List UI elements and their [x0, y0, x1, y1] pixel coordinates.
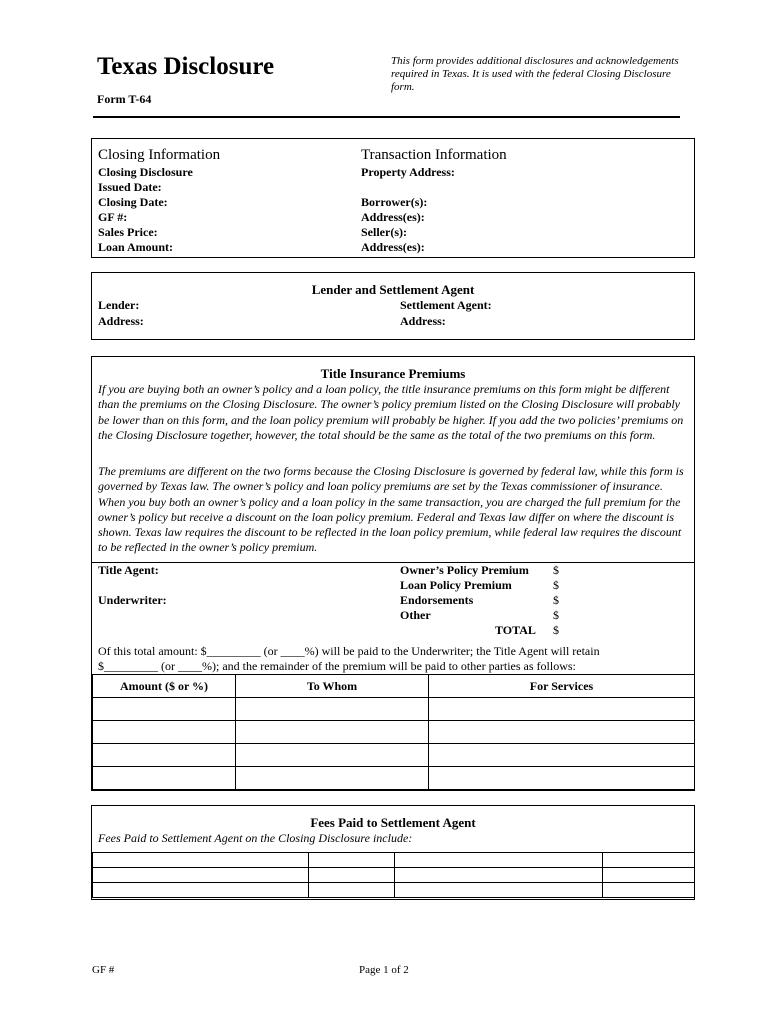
underwriter-label: Underwriter:: [98, 593, 167, 607]
table-header-row: [93, 675, 695, 698]
table-cell[interactable]: [603, 868, 695, 883]
currency-sign: $: [553, 623, 559, 637]
owner-policy-premium-label: Owner’s Policy Premium: [400, 563, 529, 577]
amount-column-header: Amount ($ or %): [93, 675, 236, 698]
currency-sign: $: [553, 578, 559, 592]
table-cell[interactable]: [93, 767, 236, 790]
currency-sign: $: [553, 593, 559, 607]
table-row: [93, 767, 695, 790]
blank-line: [361, 180, 455, 195]
closing-fields: [98, 165, 193, 255]
table-cell[interactable]: [603, 853, 695, 868]
table-cell[interactable]: [395, 868, 603, 883]
settlement-agent-address-label: Address:: [400, 314, 446, 328]
currency-sign: $: [553, 608, 559, 622]
table-row: [93, 698, 695, 721]
header-divider: [93, 116, 680, 118]
other-label: Other: [400, 608, 431, 622]
lender-label: Lender:: [98, 298, 140, 312]
closing-disclosure-label: Closing Disclosure: [98, 165, 193, 179]
page-number: Page 1 of 2: [359, 964, 409, 976]
table-cell[interactable]: [93, 853, 309, 868]
form-number: Form T-64: [97, 92, 152, 106]
closing-transaction-box: [91, 138, 695, 258]
sales-price-label: Sales Price:: [98, 225, 158, 239]
form-title: Texas Disclosure: [97, 53, 275, 80]
table-cell[interactable]: [236, 698, 429, 721]
premiums-paragraph-2: The premiums are different on the two forms because the Closing Disclosure is governed by federal law, while this form is governed by Texas law. The owner’s policy and loan policy premiums are set by the Texas commissioner of insurance. When you buy both an owner’s policy and a loan policy in the same transaction, you are charged the full premium for the owner’s policy but receive a discount on the loan policy premium. Federal and Texas law differ on where the discount is shown. Texas law requires the discount to be reflected in the loan policy premium, while federal law requires the discount to be reflected in the owner’s policy premium.: [98, 464, 684, 555]
table-cell[interactable]: [93, 868, 309, 883]
issued-date-label: Issued Date:: [98, 180, 162, 194]
fees-box: [91, 805, 695, 900]
premiums-paragraph-1: If you are buying both an owner’s policy and a loan policy, the title insurance premiums on this form might be different than the premiums on the Closing Disclosure. The owner’s policy premium listed on the Closing Disclosure will probably be lower than on this form, and the loan policy premium will probably be higher. If you add the two policies’ premiums on the Closing Disclosure together, however, the total should be the same as the total of the two premiums on this form.: [98, 382, 684, 442]
footer-gf-number: GF #: [92, 964, 115, 976]
table-cell[interactable]: [603, 883, 695, 898]
table-cell[interactable]: [429, 721, 695, 744]
borrowers-label: Borrower(s):: [361, 195, 428, 209]
table-cell[interactable]: [309, 853, 395, 868]
table-cell[interactable]: [93, 698, 236, 721]
sellers-label: Seller(s):: [361, 225, 407, 239]
closing-date-label: Closing Date:: [98, 195, 168, 209]
total-label: TOTAL: [495, 623, 536, 637]
to-whom-column-header: To Whom: [236, 675, 429, 698]
loan-policy-premium-label: Loan Policy Premium: [400, 578, 512, 592]
table-cell[interactable]: [395, 883, 603, 898]
lender-settlement-box: [91, 272, 695, 340]
premium-split-line-2: $_________ (or ____%); and the remainder of the premium will be paid to other parties as follows:: [98, 659, 576, 673]
premium-lines: [400, 563, 536, 638]
lender-address-label: Address:: [98, 314, 144, 328]
closing-info-heading: Closing Information: [98, 147, 221, 163]
settlement-agent-label: Settlement Agent:: [400, 298, 492, 312]
currency-sign: $: [553, 563, 559, 577]
table-cell[interactable]: [93, 744, 236, 767]
for-services-column-header: For Services: [429, 675, 695, 698]
property-address-label: Property Address:: [361, 165, 455, 179]
table-cell[interactable]: [93, 721, 236, 744]
premium-dollar-signs: [553, 563, 559, 638]
table-row: [93, 721, 695, 744]
table-cell[interactable]: [93, 883, 309, 898]
fees-subtitle: Fees Paid to Settlement Agent on the Closing Disclosure include:: [98, 831, 413, 845]
table-cell[interactable]: [236, 721, 429, 744]
table-cell[interactable]: [429, 744, 695, 767]
gf-number-label: GF #:: [98, 210, 128, 224]
premiums-title: Title Insurance Premiums: [320, 366, 466, 381]
table-row: [93, 744, 695, 767]
seller-address-label: Address(es):: [361, 240, 425, 254]
loan-amount-label: Loan Amount:: [98, 240, 174, 254]
table-row: [93, 883, 695, 898]
table-cell[interactable]: [236, 767, 429, 790]
intro-text: This form provides additional disclosures and acknowledgements required in Texas. It is used with the federal Closing Disclosure form.: [391, 55, 679, 93]
table-row: [93, 853, 695, 868]
borrower-address-label: Address(es):: [361, 210, 425, 224]
premium-split-line-1: Of this total amount: $_________ (or ____%) will be paid to the Underwriter; the Title Agent will retain: [98, 644, 600, 658]
transaction-fields: [361, 165, 455, 255]
table-cell[interactable]: [429, 767, 695, 790]
premiums-divider: [92, 562, 694, 563]
fees-table: [92, 852, 695, 898]
premium-distribution-table: [92, 674, 695, 790]
lender-section-title: Lender and Settlement Agent: [311, 282, 475, 297]
table-cell[interactable]: [309, 868, 395, 883]
premiums-box: [91, 356, 695, 791]
title-agent-label: Title Agent:: [98, 563, 159, 577]
transaction-info-heading: Transaction Information: [361, 147, 507, 163]
table-cell[interactable]: [429, 698, 695, 721]
endorsements-label: Endorsements: [400, 593, 474, 607]
table-row: [93, 868, 695, 883]
table-cell[interactable]: [236, 744, 429, 767]
table-cell[interactable]: [309, 883, 395, 898]
table-cell[interactable]: [395, 853, 603, 868]
fees-title: Fees Paid to Settlement Agent: [310, 815, 476, 830]
